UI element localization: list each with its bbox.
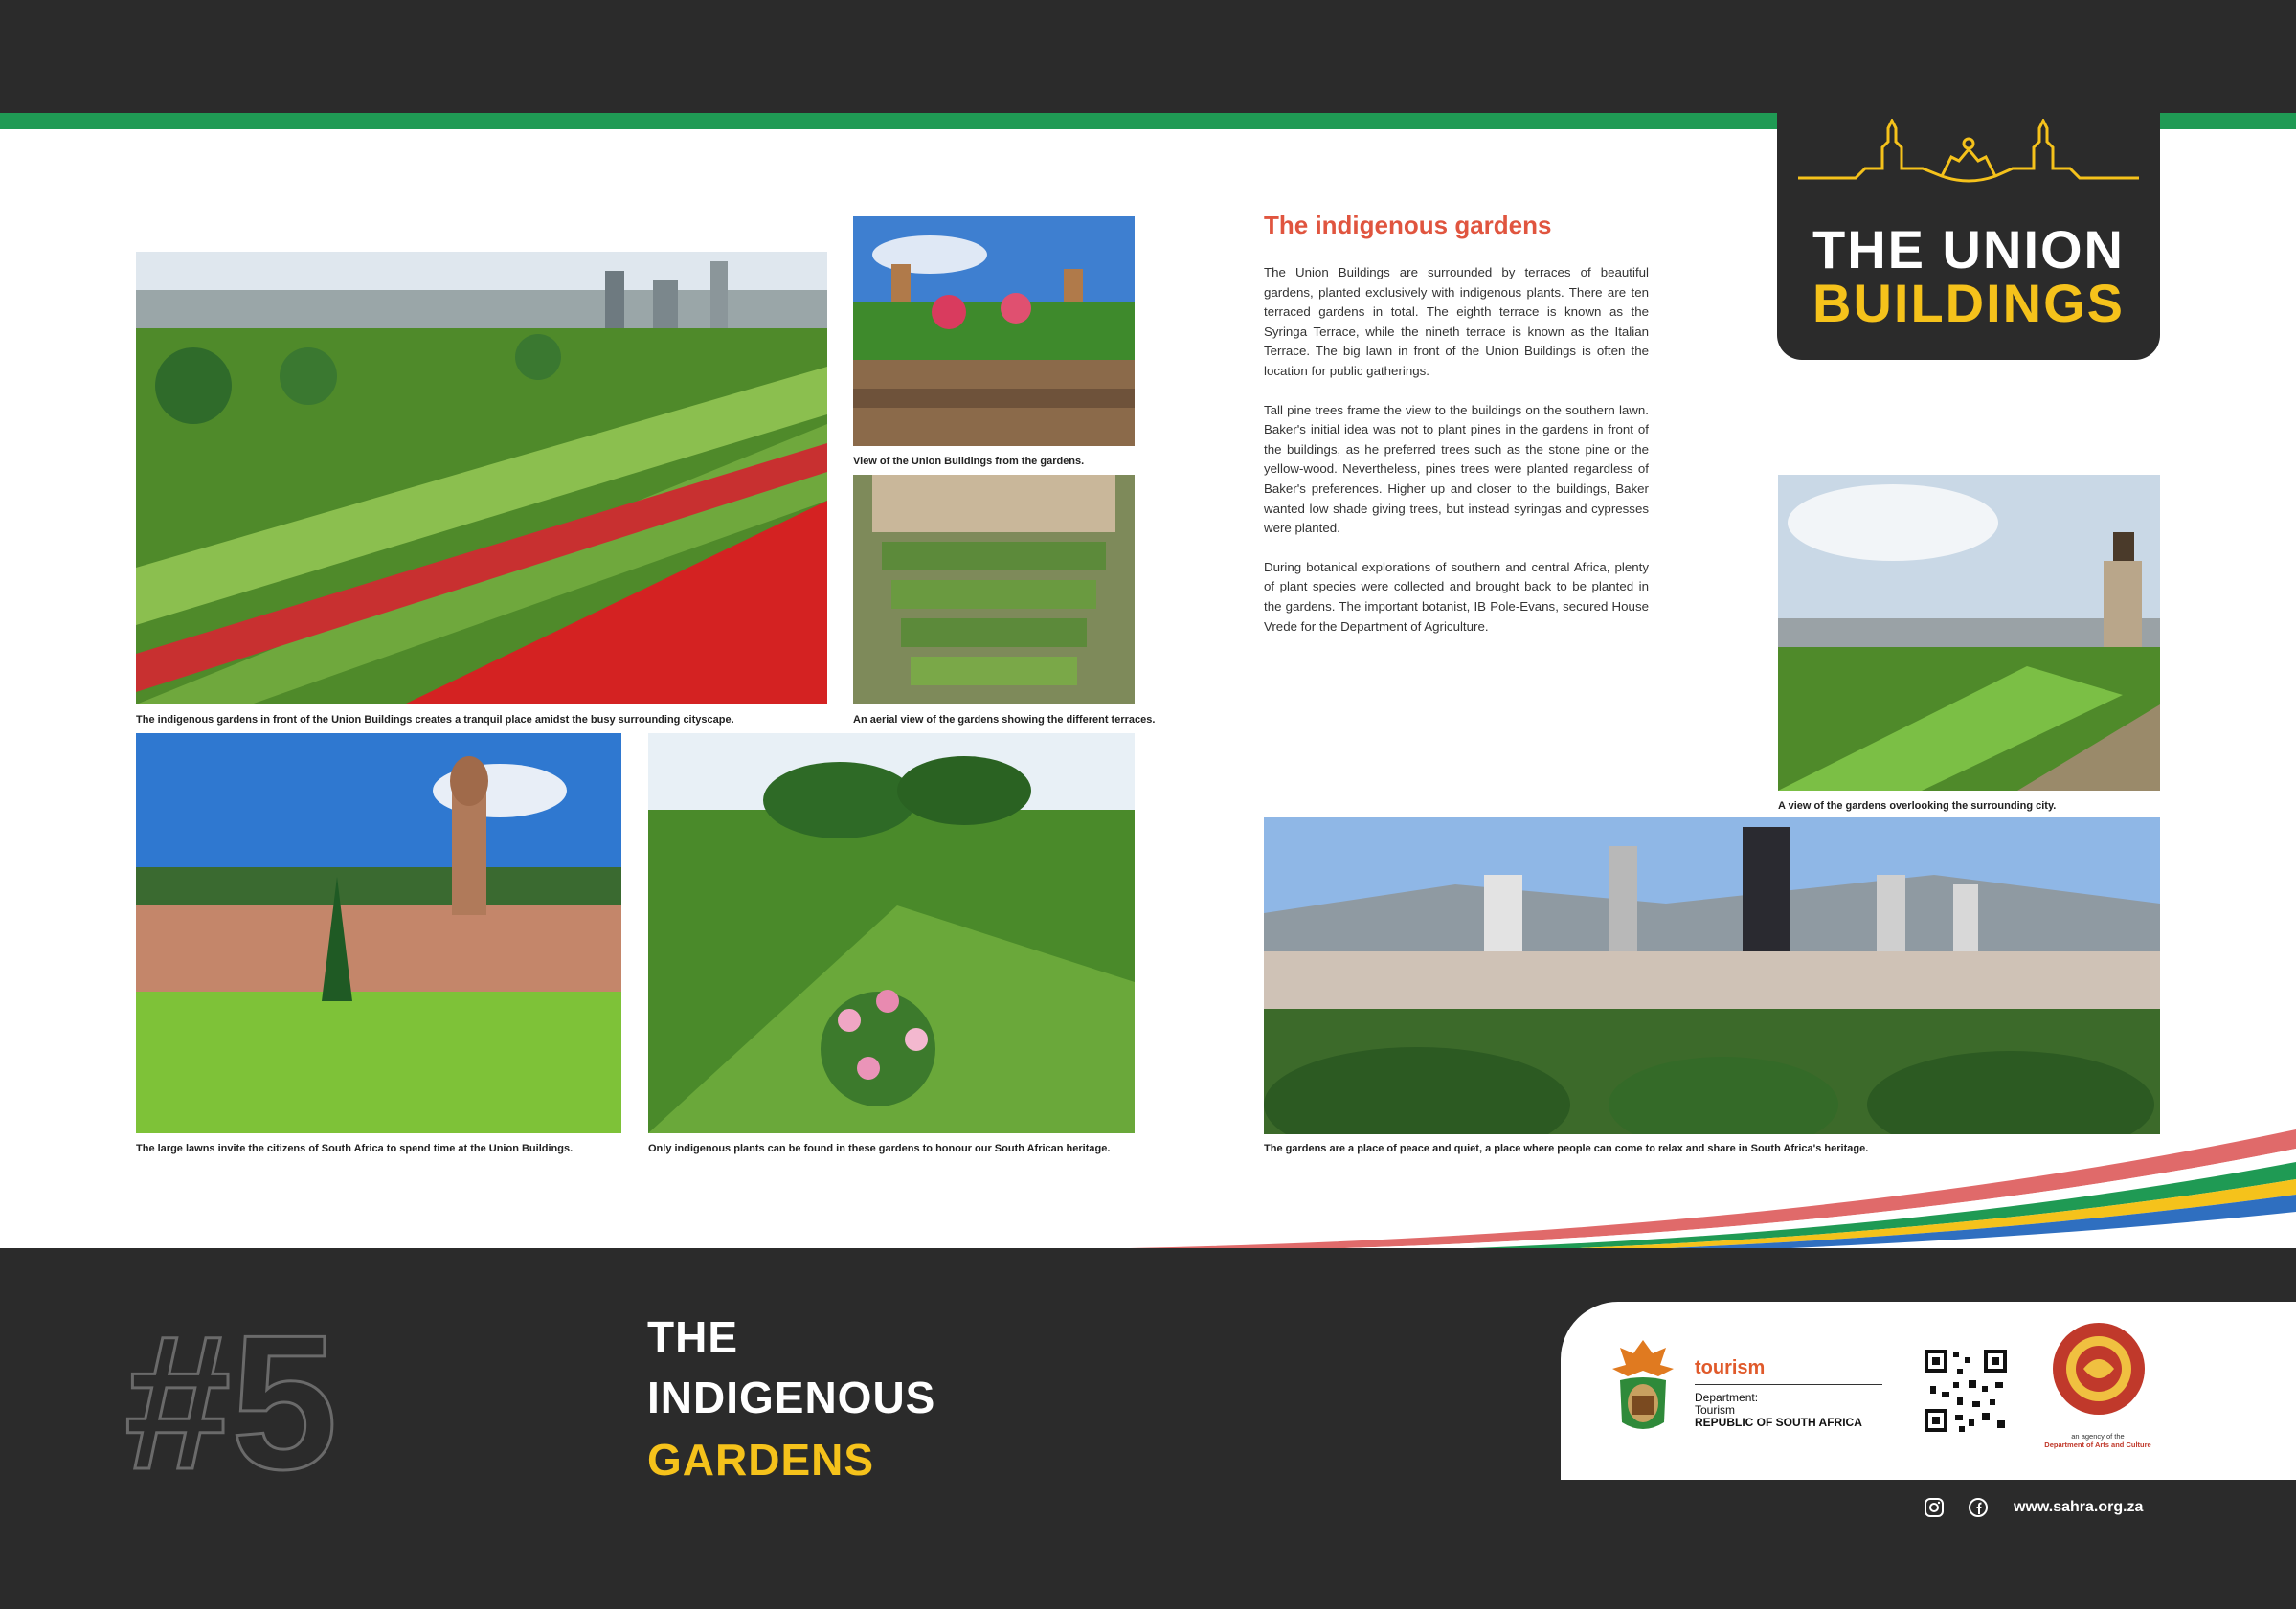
caption-gardens-main: The indigenous gardens in front of the Union Buildings creates a tranquil place amidst the busy surrounding cityscape. [136, 714, 734, 726]
photo-view-from-gardens [853, 216, 1135, 446]
department-label [1695, 1392, 1862, 1429]
logo-panel [1561, 1302, 2296, 1480]
instagram-icon[interactable] [1924, 1497, 1945, 1518]
sahra-logo-icon [2051, 1321, 2147, 1417]
caption-indigenous-plants: Only indigenous plants can be found in these gardens to honour our South African heritage. [648, 1143, 1111, 1154]
caption-large-lawns: The large lawns invite the citizens of South Africa to spend time at the Union Buildings. [136, 1143, 574, 1154]
photo-overlooking-city [1778, 475, 2160, 791]
section-heading: The indigenous gardens [1264, 211, 1552, 239]
facebook-icon[interactable] [1968, 1497, 1989, 1518]
website-link[interactable]: www.sahra.org.za [2014, 1499, 2144, 1515]
photo-large-lawns [136, 733, 621, 1133]
caption-peace-quiet: The gardens are a place of peace and quiet, a place where people can come to relax and share in South Africa's heritage. [1264, 1143, 1869, 1154]
dept-line3: REPUBLIC OF SOUTH AFRICA [1695, 1416, 1862, 1429]
section-number-text: #5 [124, 1304, 338, 1495]
section-number [124, 1304, 469, 1495]
dept-line2: Tourism [1695, 1403, 1736, 1417]
flag-stripes [1130, 1129, 2296, 1263]
body-paragraph-3: During botanical explorations of southern and central Africa, plenty of plant species were collected and brought back to be planted in the gardens. The important botanist, IB Pole-Evans, secured House Vrede for the Department of Agriculture. [1264, 559, 1649, 634]
sahra-note-line2: Department of Arts and Culture [2044, 1441, 2151, 1449]
photo-gardens-main [136, 252, 827, 704]
footer-title-line2: INDIGENOUS [647, 1373, 936, 1422]
sahra-agency-note [2020, 1432, 2175, 1449]
photo-peace-quiet [1264, 817, 2160, 1134]
coat-of-arms-icon [1607, 1336, 1679, 1441]
caption-view-from-gardens: View of the Union Buildings from the gardens. [853, 456, 1085, 467]
footer-title-line1: THE [647, 1312, 738, 1362]
qr-code-icon[interactable] [1923, 1348, 2009, 1434]
footer-title-line3: GARDENS [647, 1435, 875, 1485]
tourism-wordmark: tourism [1695, 1357, 1766, 1378]
photo-aerial [853, 475, 1135, 704]
dept-line1: Department: [1695, 1391, 1759, 1404]
tourism-divider [1695, 1384, 1882, 1385]
badge-title-line1: THE UNION [1812, 219, 2125, 279]
photo-indigenous-plants [648, 733, 1135, 1133]
body-paragraph-1: The Union Buildings are surrounded by terraces of beautiful gardens, planted exclusively with indigenous plants. There are ten terraced gardens in total. The eighth terrace is known as the Syringa Terrace, while the nineth terrace is known as the Italian Terrace. The big lawn in front of the Union Buildings is often the location for public gatherings. [1264, 265, 1649, 378]
caption-overlooking-city: A view of the gardens overlooking the surrounding city. [1778, 800, 2057, 812]
badge-title-line2: BUILDINGS [1812, 273, 2125, 333]
sahra-note-line1: an agency of the [2071, 1432, 2125, 1441]
caption-aerial: An aerial view of the gardens showing the different terraces. [853, 714, 1156, 726]
section-body [1264, 263, 1649, 656]
title-badge [1777, 0, 2160, 360]
skyline-icon [1798, 119, 2139, 201]
body-paragraph-2: Tall pine trees frame the view to the buildings on the southern lawn. Baker's initial idea was not to plant pines in the gardens in front of the buildings, as he preferred trees such as the stone pine or the yellow-wood. Nevertheless, pines trees were planted regardless of Baker's preferences. Higher up and closer to the buildings, Baker wanted low shade giving trees, but instead syringas and cypresses were planted. [1264, 402, 1649, 536]
